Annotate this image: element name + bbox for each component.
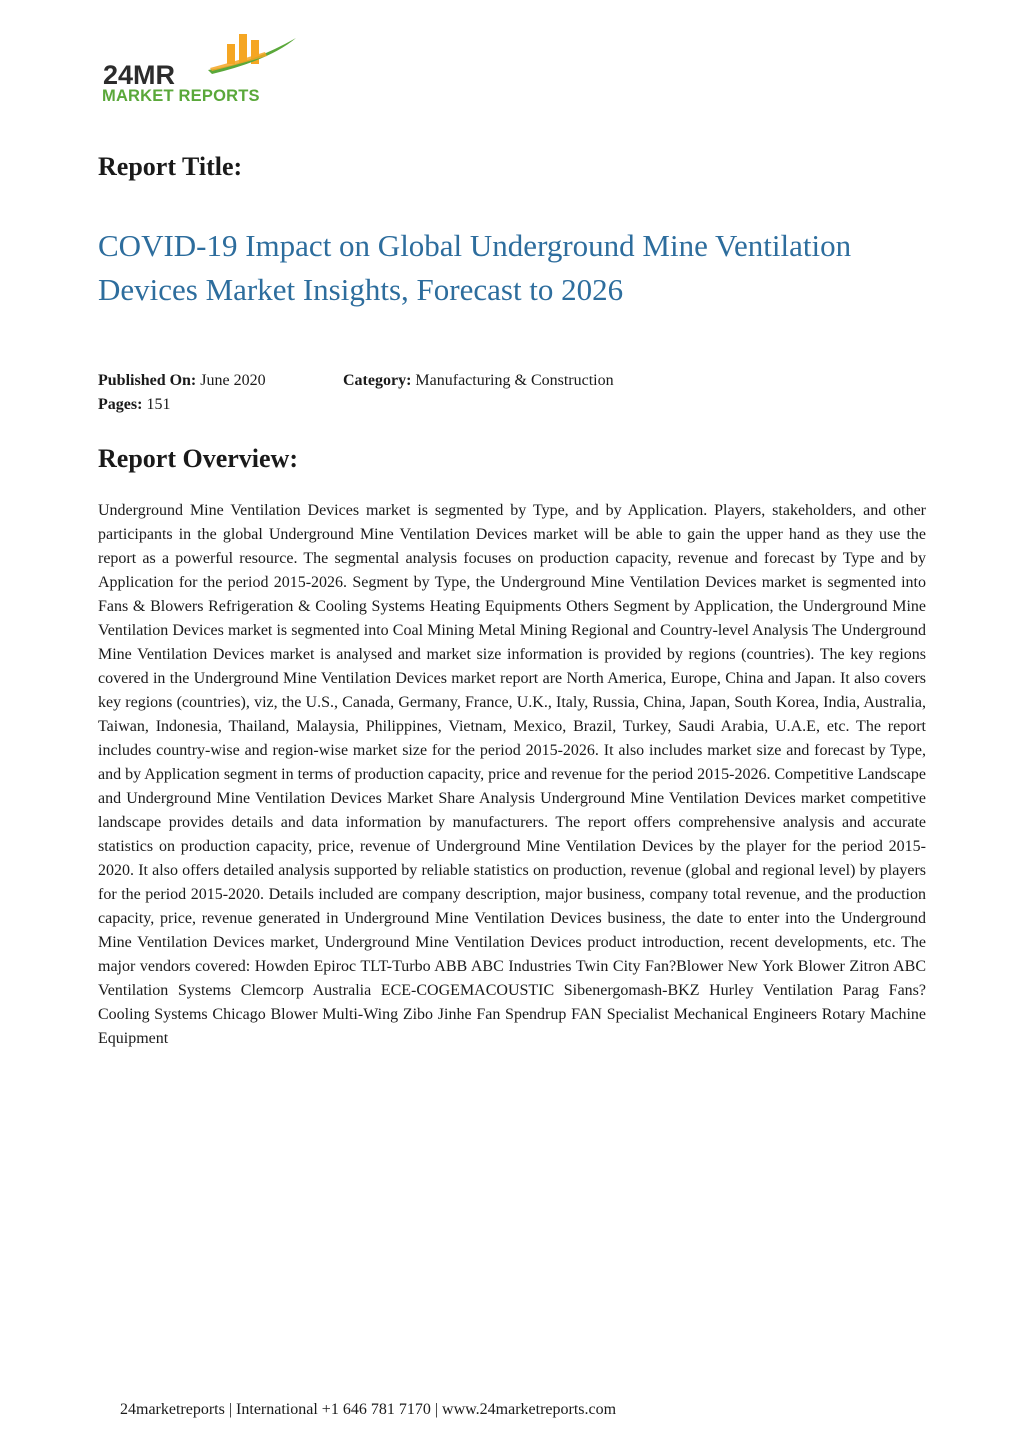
pages bbox=[98, 395, 170, 415]
published-on bbox=[98, 371, 266, 391]
published-label: Published On: bbox=[98, 372, 197, 389]
pages-label: Pages: bbox=[98, 396, 143, 413]
report-title-heading: Report Title: bbox=[98, 152, 243, 181]
report-overview-text: Underground Mine Ventilation Devices market is segmented by Type, and by Application. Players, stakeholders, and other participants in the global Underground Mine Ventilation Devices market will be able to gain the upper hand as they use the report as a powerful resource. The segmental analysis focuses on production capacity, revenue and forecast by Type and by Application for the period 2015-2026. Segment by Type, the Underground Mine Ventilation Devices market is segmented into Fans & Blowers Refrigeration & Cooling Systems Heating Equipments Others Segment by Application, the Underground Mine Ventilation Devices market is segmented into Coal Mining Metal Mining Regional and Country-level Analysis The Underground Mine Ventilation Devices market is analysed and market size information is provided by regions (countries). The key regions covered in the Underground Mine Ventilation Devices market report are North America, Europe, China and Japan. It also covers key regions (countries), viz, the U.S., Canada, Germany, France, U.K., Italy, Russia, China, Japan, South Korea, India, Australia, Taiwan, Indonesia, Thailand, Malaysia, Philippines, Vietnam, Mexico, Brazil, Turkey, Saudi Arabia, U.A.E, etc. The report includes country-wise and region-wise market size for the period 2015-2026. It also includes market size and forecast by Type, and by Application segment in terms of production capacity, price and revenue for the period 2015-2026. Competitive Landscape and Underground Mine Ventilation Devices Market Share Analysis Underground Mine Ventilation Devices market competitive landscape provides details and data information by manufacturers. The report offers comprehensive analysis and accurate statistics on production capacity, price, revenue of Underground Mine Ventilation Devices by the player for the period 2015-2020. It also offers detailed analysis supported by reliable statistics on production, revenue (global and regional level) by players for the period 2015-2020. Details included are company description, major business, company total revenue, and the production capacity, price, revenue generated in Underground Mine Ventilation Devices business, the date to enter into the Underground Mine Ventilation Devices market, Underground Mine Ventilation Devices product introduction, recent developments, etc. The major vendors covered: Howden Epiroc TLT-Turbo ABB ABC Industries Twin City Fan?Blower New York Blower Zitron ABC Ventilation Systems Clemcorp Australia ECE-COGEMACOUSTIC Sibenergomash-BKZ Hurley Ventilation Parag Fans?Cooling Systems Chicago Blower Multi-Wing Zibo Jinhe Fan Spendrup FAN Specialist Mechanical Engineers Rotary Machine Equipment bbox=[98, 502, 926, 1047]
pages-value: 151 bbox=[146, 396, 171, 413]
category bbox=[343, 371, 614, 391]
logo-text-primary: 24MR bbox=[103, 60, 176, 90]
report-title: COVID-19 Impact on Global Underground Mine Ventilation Devices Market Insights, Forecast to 2026 bbox=[98, 228, 852, 307]
company-logo bbox=[100, 30, 310, 110]
logo-text-secondary: MARKET REPORTS bbox=[102, 87, 260, 105]
report-overview-heading: Report Overview: bbox=[98, 444, 298, 473]
category-label: Category: bbox=[343, 372, 412, 389]
footer-contact-text: 24marketreports | International +1 646 781 7170 | www.24marketreports.com bbox=[120, 1401, 617, 1418]
published-value: June 2020 bbox=[200, 372, 266, 389]
category-value: Manufacturing & Construction bbox=[415, 372, 614, 389]
